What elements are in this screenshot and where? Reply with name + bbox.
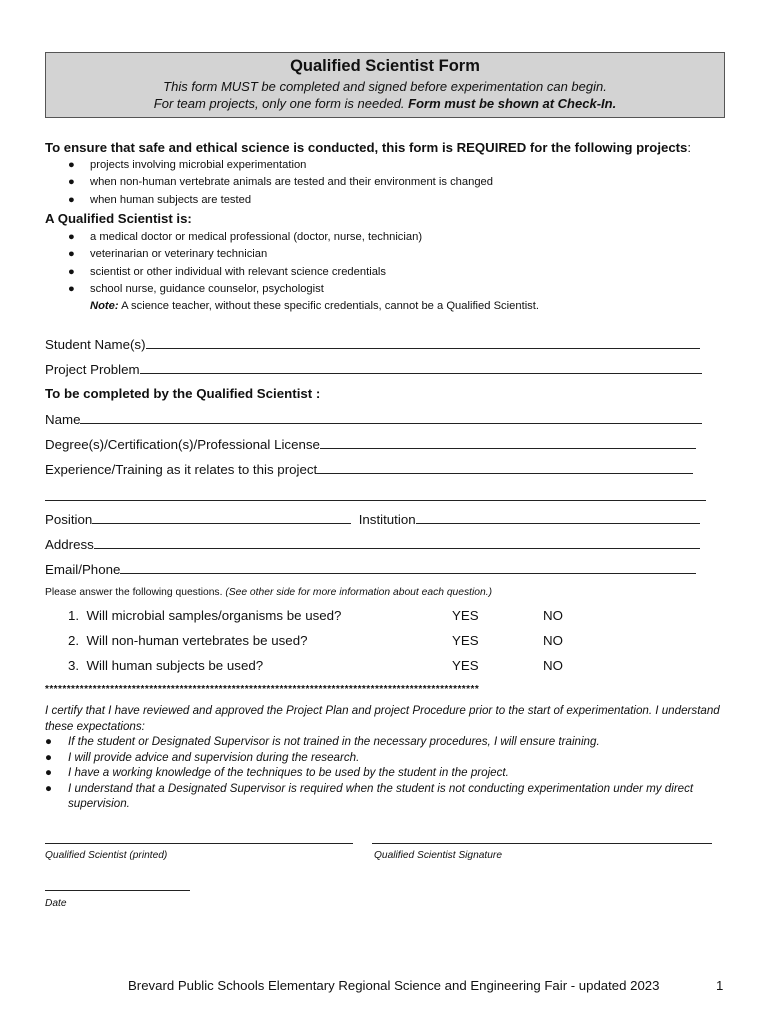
form-title: Qualified Scientist Form — [290, 57, 480, 75]
question-number: 3. — [68, 658, 80, 673]
certification-list — [45, 734, 718, 812]
qualified-heading: A Qualified Scientist is: — [45, 211, 192, 226]
question-3-text — [68, 658, 263, 673]
printed-name-line[interactable] — [45, 842, 353, 844]
list-item: ● scientist or other individual with relevant science credentials — [68, 265, 386, 278]
list-item-text: a medical doctor or medical professional (doctor, nurse, technician) — [90, 231, 423, 243]
list-item-text: I understand that a Designated Supervisor is required when the student is not conducting experimentation under my direct supervision. — [68, 781, 694, 810]
question-1-no[interactable]: NO — [543, 608, 563, 623]
question-number: 1. — [68, 608, 80, 623]
signature-label: Qualified Scientist Signature — [374, 850, 502, 861]
question-text: Will non-human vertebrates be used? — [86, 633, 308, 648]
list-item: ● I understand that a Designated Supervisor is required when the student is not conducting experimentation under my direct supervision. — [45, 781, 718, 812]
degrees-label: Degree(s)/Certification(s)/Professional License — [45, 437, 320, 452]
list-item-text: I have a working knowledge of the techniques to be used by the student in the project. — [68, 766, 509, 779]
question-2-yes[interactable]: YES — [452, 633, 479, 648]
list-item-text: I will provide advice and supervision during the research. — [68, 750, 360, 764]
note-text: A science teacher, without these specific credentials, cannot be a Qualified Scientist. — [118, 300, 539, 313]
question-1-yes[interactable]: YES — [452, 608, 479, 623]
email-phone-field[interactable] — [45, 561, 696, 577]
list-item-text: when non-human vertebrate animals are tested and their environment is changed — [90, 176, 493, 189]
experience-continuation-line[interactable] — [45, 499, 706, 501]
list-item: ● veterinarian or veterinary technician — [68, 248, 268, 261]
question-text: Will microbial samples/organisms be used? — [86, 608, 342, 623]
date-label: Date — [45, 898, 67, 909]
question-2-text — [68, 633, 307, 648]
list-item-text: projects involving microbial experimentation — [90, 159, 307, 171]
question-2-no[interactable]: NO — [543, 633, 563, 648]
question-number: 2. — [68, 633, 80, 648]
requirement-heading — [45, 140, 691, 155]
date-line[interactable] — [45, 889, 190, 891]
header-instruction-line2 — [46, 96, 724, 111]
requirement-list — [68, 157, 493, 209]
printed-name-label: Qualified Scientist (printed) — [45, 850, 168, 861]
requirement-heading-colon: : — [687, 140, 692, 155]
experience-line[interactable] — [317, 461, 693, 474]
student-names-line[interactable] — [146, 336, 700, 349]
email-phone-line[interactable] — [120, 561, 696, 574]
list-item-text: when human subjects are tested — [90, 193, 252, 206]
qs-section-heading: To be completed by the Qualified Scientist : — [45, 386, 321, 401]
institution-label: Institution — [358, 512, 416, 527]
list-item: ● I will provide advice and supervision during the research. — [45, 750, 718, 766]
list-item-text: scientist or other individual with relevant science credentials — [90, 265, 386, 278]
student-names-field[interactable] — [45, 336, 700, 352]
experience-label: Experience/Training as it relates to this project — [45, 462, 318, 477]
footer-text: Brevard Public Schools Elementary Regional Science and Engineering Fair - updated 2023 — [128, 978, 660, 993]
address-line[interactable] — [94, 536, 700, 549]
project-problem-field[interactable] — [45, 361, 702, 377]
note-line — [68, 298, 539, 315]
institution-line[interactable] — [416, 511, 700, 524]
experience-field[interactable] — [45, 461, 693, 477]
name-field[interactable] — [45, 411, 702, 427]
header-line2-text: For team projects, only one form is needed. — [153, 96, 409, 111]
position-field[interactable] — [45, 511, 700, 527]
page-number: 1 — [716, 978, 724, 993]
address-field[interactable] — [45, 536, 700, 552]
list-item: ● I have a working knowledge of the techniques to be used by the student in the project. — [45, 765, 718, 781]
certification-statement: I certify that I have reviewed and approved the Project Plan and project Procedure prior to the start of experimentation. I understand these expectations: — [45, 704, 720, 733]
list-item: ● when non-human vertebrate animals are tested and their environment is changed — [68, 176, 493, 189]
list-item: ● If the student or Designated Supervisor is not trained in the necessary procedures, I will ensure training. — [45, 734, 718, 750]
list-item: ● school nurse, guidance counselor, psychologist — [68, 282, 324, 295]
name-label: Name — [45, 412, 81, 427]
project-problem-label: Project Problem — [45, 362, 140, 377]
header-line2-bold: Form must be shown at Check-In. — [408, 96, 617, 111]
position-line[interactable] — [92, 511, 351, 524]
question-text: Will human subjects be used? — [86, 658, 264, 673]
questions-intro-text: Please answer the following questions. — [45, 587, 226, 598]
questions-intro — [45, 587, 492, 598]
question-1-text — [68, 608, 341, 623]
list-item-text: school nurse, guidance counselor, psychologist — [90, 282, 324, 295]
requirement-heading-text: To ensure that safe and ethical science is conducted, this form is REQUIRED for the following projects — [45, 140, 688, 155]
list-item: ● when human subjects are tested — [68, 193, 252, 206]
name-line[interactable] — [80, 411, 702, 424]
position-label: Position — [45, 512, 93, 527]
question-3-yes[interactable]: YES — [452, 658, 479, 673]
list-item-text: veterinarian or veterinary technician — [90, 248, 268, 261]
degrees-line[interactable] — [320, 436, 696, 449]
address-label: Address — [45, 537, 94, 552]
signature-line[interactable] — [372, 842, 712, 844]
email-phone-label: Email/Phone — [45, 562, 121, 577]
question-3-no[interactable]: NO — [543, 658, 563, 673]
degrees-field[interactable] — [45, 436, 696, 452]
list-item: ● projects involving microbial experimentation — [68, 159, 307, 171]
questions-intro-italic: (See other side for more information about each question.) — [225, 587, 493, 598]
student-names-label: Student Name(s) — [45, 337, 146, 352]
qualified-list — [68, 229, 539, 315]
form-header-box — [45, 52, 725, 118]
header-instruction-line1: This form MUST be completed and signed before experimentation can begin. — [163, 79, 607, 94]
separator-stars: **************************************************************************************************** — [45, 684, 480, 695]
list-item: ● a medical doctor or medical professional (doctor, nurse, technician) — [68, 231, 423, 243]
project-problem-line[interactable] — [140, 361, 702, 374]
list-item-text: If the student or Designated Supervisor is not trained in the necessary procedures, I will ensure training. — [68, 735, 600, 748]
note-label: Note: — [90, 300, 119, 313]
